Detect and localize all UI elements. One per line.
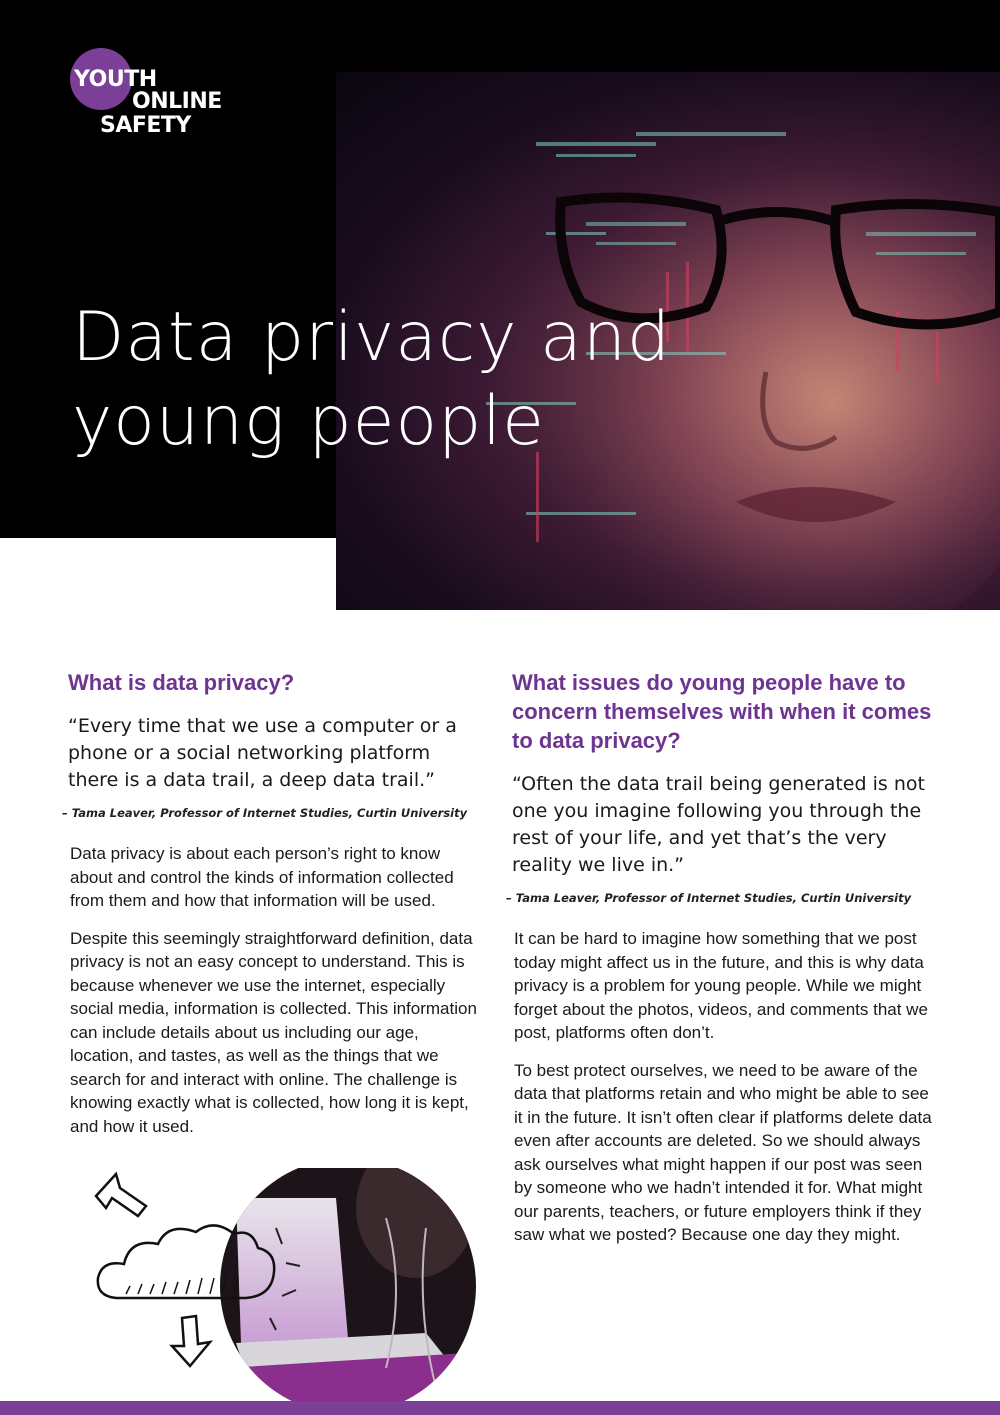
right-column — [506, 668, 932, 1247]
page-title-line1: Data privacy and — [72, 298, 672, 377]
left-paragraph-2: Despite this seemingly straightforward definition, data privacy is not an easy concept to understand. This is because whenever we use the internet, especially social media, information is collected. This information can include details about us including our age, location, and tastes, as well as the things that we search for and interact with online. The challenge is knowing exactly what is collected, how long it is kept, and how it used. — [70, 928, 477, 1136]
youth-online-safety-logo — [70, 48, 250, 144]
logo-text-online: ONLINE — [132, 89, 222, 114]
right-heading: What issues do young people have to concern themselves with when it comes to data privacy? — [512, 670, 932, 753]
page-title — [72, 296, 671, 464]
illustration-graphic — [86, 1168, 486, 1408]
laptop-photo — [216, 1168, 486, 1408]
right-quote-attribution: – Tama Leaver, Professor of Internet Studies, Curtin University — [506, 891, 912, 905]
hero-banner — [0, 0, 1000, 610]
download-arrow-icon — [172, 1316, 210, 1366]
left-heading: What is data privacy? — [68, 670, 295, 695]
right-paragraph-2: To best protect ourselves, we need to be aware of the data that platforms retain and who might be able to see it in the future. It isn’t often clear if platforms delete data even after accounts are deleted. So we should always ask ourselves what might happen if our post was seen by someone who we hadn’t intended it for. What might our parents, teachers, or future employers think if they saw what we posted? Because one day they might. — [514, 1060, 932, 1244]
left-quote-attribution: – Tama Leaver, Professor of Internet Studies, Curtin University — [62, 806, 468, 820]
page-title-line2: young people — [72, 382, 545, 461]
bottom-accent-bar — [0, 1401, 1000, 1415]
left-quote: “Every time that we use a computer or a phone or a social networking platform there is a data trail, a deep data trail.” — [68, 715, 457, 791]
left-column — [62, 668, 478, 1138]
right-quote: “Often the data trail being generated is not one you imagine following you through the rest of your life, and yet that’s the very reality we live in.” — [512, 773, 925, 876]
laptop-cloud-illustration — [86, 1168, 486, 1408]
left-paragraph-1: Data privacy is about each person’s right to know about and control the kinds of information collected from them and how that information will be used. — [70, 844, 454, 910]
logo-text-safety: SAFETY — [100, 113, 191, 138]
upload-arrow-icon — [96, 1174, 146, 1216]
right-paragraph-1: It can be hard to imagine how something that we post today might affect us in the future, and this is why data privacy is a problem for young people. While we might forget about the photos, videos, and comments that we post, platforms often don’t. — [514, 929, 928, 1042]
logo-text-youth: YOUTH — [74, 67, 157, 92]
